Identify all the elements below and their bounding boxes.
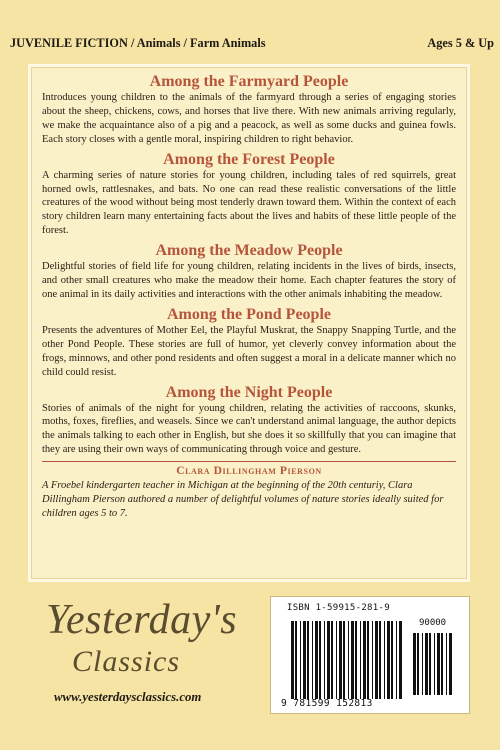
barcode-bar <box>312 621 313 699</box>
barcode-bar <box>396 621 397 699</box>
barcode-bar <box>384 621 385 699</box>
barcode-bar <box>379 621 381 699</box>
section-description: Stories of animals of the night for young children, relating the activities of raccoons, skunks, moths, foxes, fireflies, and weasels. Since we can't understand animal language, the author depicts the animals talking to each other in English, but she does it so skillfully that you can imagine that they are using their own ways of communicating through voice and gesture. <box>42 402 456 456</box>
book-section-meadow <box>42 242 456 302</box>
barcode-bar <box>303 621 306 699</box>
barcode-bar <box>434 633 435 695</box>
barcode-bar <box>295 621 297 699</box>
isbn-text: ISBN 1-59915-281-9 <box>287 603 390 613</box>
barcode-bar <box>449 633 452 695</box>
barcode-bar <box>331 621 333 699</box>
barcode-bar <box>360 621 361 699</box>
publisher-website[interactable]: www.yesterdaysclassics.com <box>54 690 202 704</box>
section-description: A charming series of nature stories for young children, including tales of red squirrels, great horned owls, rattlesnakes, and bats. No one can read these realistic conversations of the little creatures of the wood without being most tenderly drawn toward them. Within the context of each story children learn many entertaining facts about the lives and habits of these little people of the forest. <box>42 169 456 237</box>
barcode-bar <box>425 633 428 695</box>
barcode-area <box>270 596 470 714</box>
barcode-bar <box>367 621 369 699</box>
barcode-bar <box>336 621 337 699</box>
section-title: Among the Farmyard People <box>149 73 349 90</box>
section-title: Among the Pond People <box>167 305 331 323</box>
barcode-bar <box>375 621 378 699</box>
barcode-bar <box>363 621 366 699</box>
barcode-bar <box>291 621 294 699</box>
barcode-bar <box>387 621 390 699</box>
section-title: Among the Meadow People <box>155 242 343 260</box>
barcode-bar <box>348 621 349 699</box>
ean-barcode-bars <box>291 621 402 699</box>
section-title: Among the Night People <box>165 383 333 401</box>
barcode-bar <box>399 621 402 699</box>
author-bio: A Froebel kindergarten teacher in Michigan at the beginning of the 20th centuriy, Clara Dillingham Pierson authored a number of delightful volumes of nature stories ideally suited for children ages 5 to 7. <box>42 480 444 519</box>
barcode-bar <box>413 633 416 695</box>
barcode-bar <box>437 633 440 695</box>
barcode-bar <box>319 621 321 699</box>
barcode-bar <box>429 633 431 695</box>
barcode-bar <box>324 621 325 699</box>
barcode-graphic <box>285 617 457 699</box>
book-section-farmyard <box>42 73 456 147</box>
ean-number: 9 781599 152813 <box>281 698 373 709</box>
author-name: Clara Dillingham Pierson <box>176 465 322 478</box>
barcode-bar <box>446 633 447 695</box>
section-description: Delightful stories of field life for young children, relating incidents in the lives of birds, insects, and other small creatures who make the meadow their home. Each chapter features the story of one animal in its daily activities and interactions with the other animals inhabiting the meadow. <box>42 261 456 300</box>
category-label: JUVENILE FICTION / Animals / Farm Animals <box>10 36 266 50</box>
barcode-bar <box>422 633 423 695</box>
publisher-logo <box>46 598 256 682</box>
logo-line-1: Yesterday's <box>46 597 238 643</box>
barcode-bar <box>441 633 443 695</box>
barcode-bar <box>339 621 342 699</box>
barcode-bar <box>351 621 354 699</box>
age-range-label: Ages 5 & Up <box>427 36 494 50</box>
barcode-bar <box>315 621 318 699</box>
section-description: Introduces young children to the animals of the farmyard through a series of engaging stories about the sheep, chickens, cows, and horses that live there. With new animals arriving regularly, we make the acquaintance also of a pig and a peacock, as well as some ducks and guinea fowls. Each story closes with a gentle moral, inspiring children to right behavior. <box>42 92 456 145</box>
barcode-bar <box>391 621 393 699</box>
barcode-bar <box>355 621 357 699</box>
barcode-bar <box>327 621 330 699</box>
book-section-night <box>42 384 456 458</box>
barcode-bar <box>343 621 345 699</box>
barcode-bar <box>372 621 373 699</box>
barcode-bar <box>307 621 309 699</box>
price-code: 90000 <box>419 618 447 628</box>
price-addon-bars <box>413 633 452 695</box>
logo-line-2: Classics <box>72 645 181 678</box>
category-header <box>10 36 494 51</box>
description-panel <box>28 64 470 582</box>
barcode-bar <box>300 621 301 699</box>
book-section-forest <box>42 151 456 239</box>
barcode-bar <box>417 633 419 695</box>
book-section-pond <box>42 306 456 380</box>
section-title: Among the Forest People <box>163 150 335 168</box>
section-description: Presents the adventures of Mother Eel, the Playful Muskrat, the Snappy Snapping Turtle, and the other Pond People. These stories are full of humor, yet cleverly convey information about the frogs, minnows, and other pond residents and often suggest a moral in a delicate manner which no child could resist. <box>42 324 456 378</box>
author-block <box>42 461 456 521</box>
